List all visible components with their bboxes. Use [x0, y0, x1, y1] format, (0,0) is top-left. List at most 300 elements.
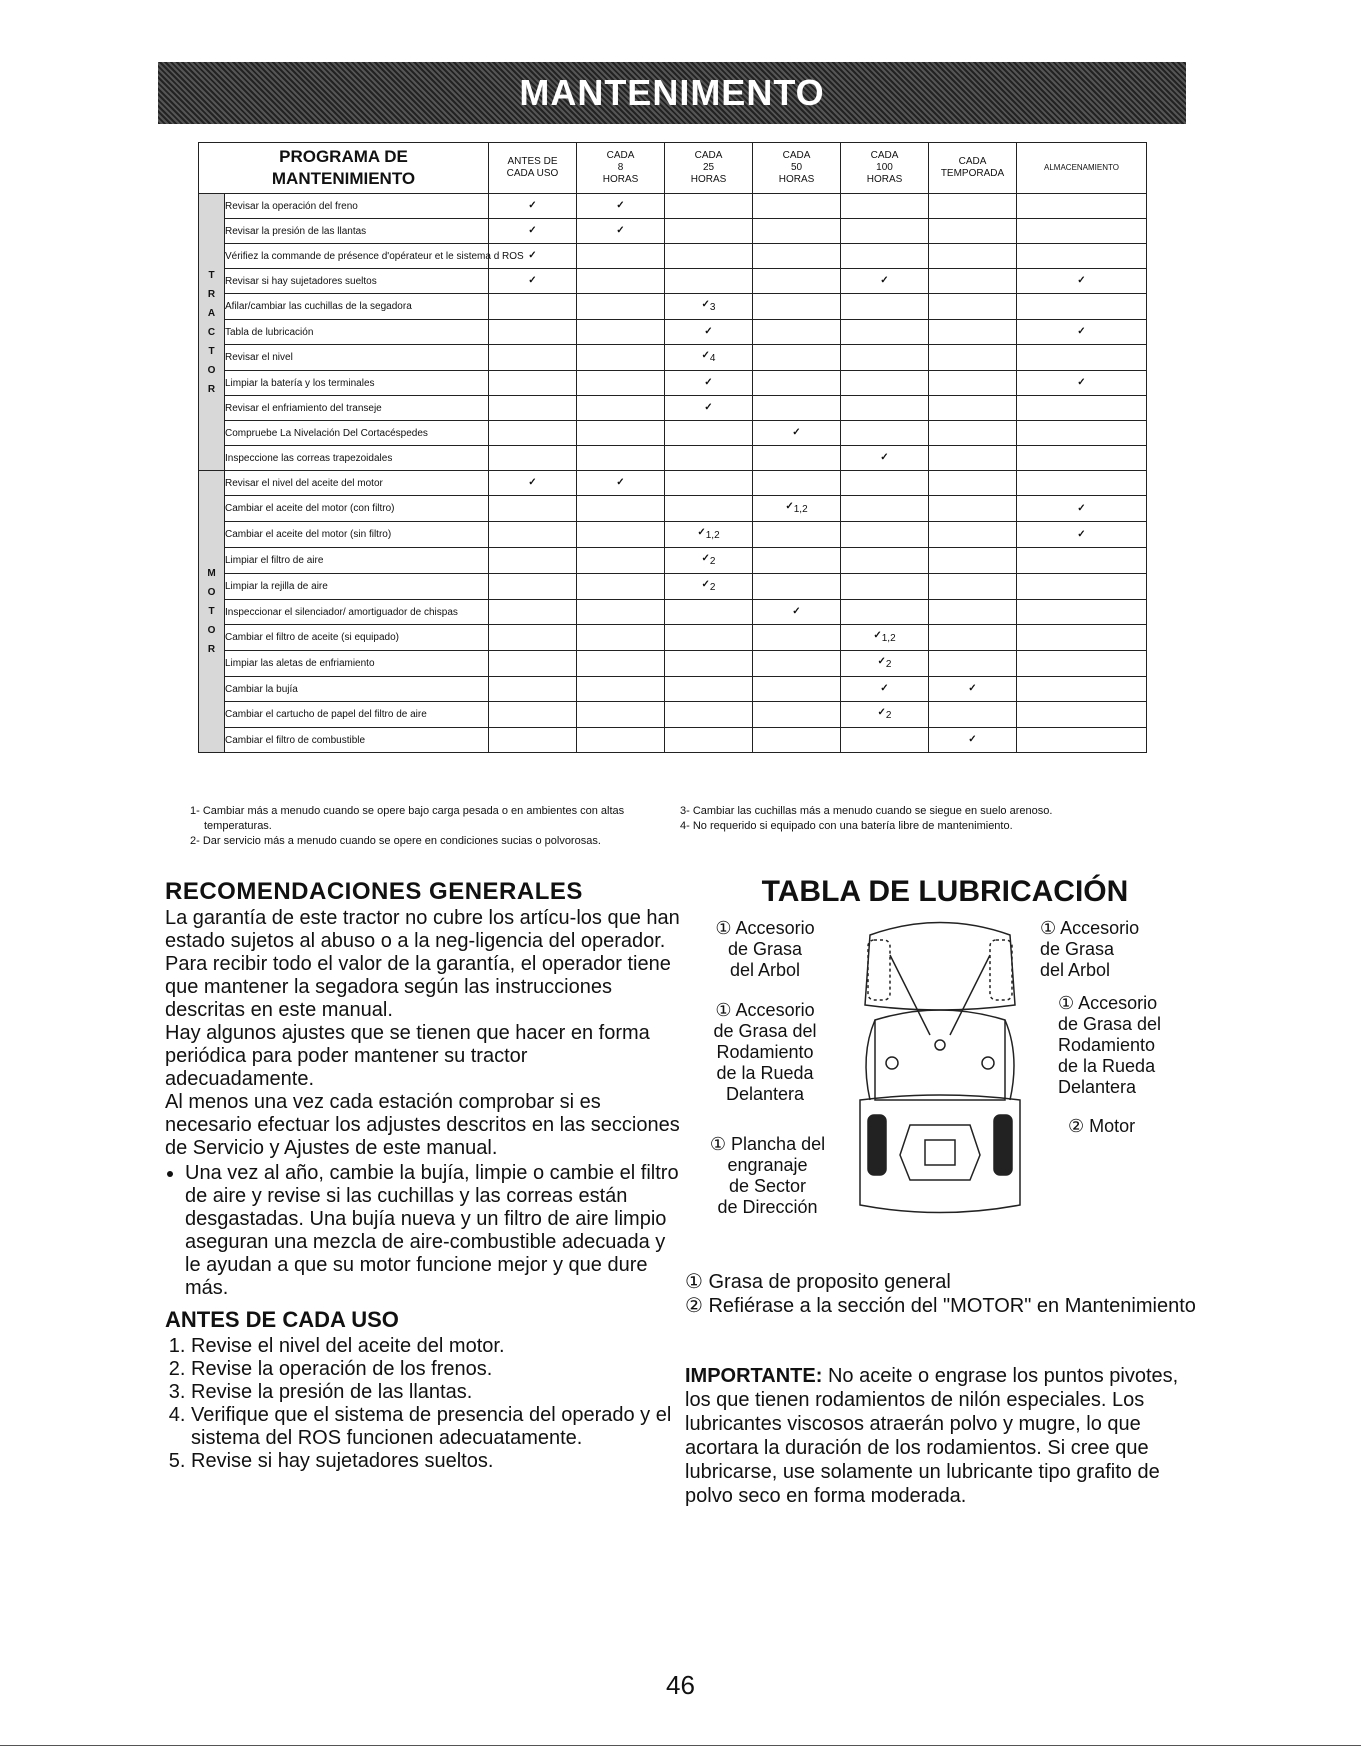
tractor-side-label: T R A C T O R	[199, 194, 225, 471]
col-header-line: CADA	[694, 150, 723, 161]
schedule-cell	[489, 320, 577, 345]
footnote-ref: 1,2	[705, 530, 720, 541]
schedule-cell	[753, 522, 841, 548]
schedule-cell	[929, 396, 1017, 421]
schedule-cell	[1017, 320, 1147, 345]
schedule-cell	[665, 677, 753, 702]
check-mark-icon: ✓	[1077, 528, 1086, 540]
schedule-cell	[1017, 574, 1147, 600]
schedule-row	[199, 269, 1147, 294]
schedule-cell	[841, 244, 929, 269]
schedule-cell	[665, 651, 753, 677]
schedule-cell	[489, 728, 577, 753]
schedule-cell	[665, 219, 753, 244]
schedule-cell	[665, 320, 753, 345]
schedule-task: Revisar el nivel	[225, 345, 489, 371]
schedule-cell	[577, 396, 665, 421]
schedule-row	[199, 194, 1147, 219]
schedule-cell	[489, 574, 577, 600]
schedule-col-header	[489, 143, 577, 194]
schedule-cell	[489, 194, 577, 219]
schedule-cell	[753, 244, 841, 269]
check-mark-icon: ✓	[701, 299, 710, 310]
check-mark-icon: ✓	[1077, 275, 1086, 286]
schedule-task: Tabla de lubricación	[225, 320, 489, 345]
check-mark-icon: ✓	[528, 200, 537, 211]
schedule-cell	[753, 294, 841, 320]
schedule-cell	[489, 600, 577, 625]
schedule-cell	[929, 496, 1017, 522]
schedule-cell	[929, 371, 1017, 396]
schedule-task: Limpiar la rejilla de aire	[225, 574, 489, 600]
important-note	[685, 1364, 1205, 1508]
schedule-cell	[1017, 522, 1147, 548]
schedule-cell	[577, 600, 665, 625]
col-header-line: CADA USO	[506, 168, 559, 179]
col-header-line: 25	[702, 162, 715, 173]
note-1: 1- Cambiar más a menudo cuando se opere bajo carga pesada o en ambientes con altas temperaturas.	[190, 805, 625, 832]
schedule-cell	[753, 446, 841, 471]
footnote-ref: 2	[709, 556, 716, 567]
check-mark-icon: ✓	[704, 377, 713, 388]
schedule-cell	[753, 471, 841, 496]
schedule-cell	[665, 471, 753, 496]
schedule-task: Revisar la operación del freno	[225, 194, 489, 219]
schedule-task: Cambiar el filtro de aceite (si equipado)	[225, 625, 489, 651]
schedule-cell	[753, 345, 841, 371]
before-use-item: 3. Revise la presión de las llantas.	[191, 1381, 680, 1404]
schedule-cell	[841, 345, 929, 371]
before-use-item: 1. Revise el nivel del aceite del motor.	[191, 1335, 680, 1358]
schedule-col-header	[753, 143, 841, 194]
schedule-cell	[841, 219, 929, 244]
note-4: 4- No requerido si equipado con una batería libre de mantenimiento.	[680, 820, 1013, 832]
schedule-cell	[489, 522, 577, 548]
schedule-cell	[1017, 244, 1147, 269]
schedule-cell	[841, 294, 929, 320]
schedule-task: Inspeccionar el silenciador/ amortiguador de chispas	[225, 600, 489, 625]
schedule-cell	[665, 600, 753, 625]
schedule-cell	[577, 728, 665, 753]
schedule-cell	[577, 345, 665, 371]
schedule-task: Limpiar la batería y los terminales	[225, 371, 489, 396]
schedule-cell	[1017, 600, 1147, 625]
schedule-cell	[665, 269, 753, 294]
schedule-cell	[753, 600, 841, 625]
schedule-cell	[665, 702, 753, 728]
schedule-cell	[577, 625, 665, 651]
schedule-task: Cambiar la bujía	[225, 677, 489, 702]
tractor-diagram	[830, 915, 1050, 1235]
schedule-cell	[577, 496, 665, 522]
schedule-cell	[577, 446, 665, 471]
lubrication-section	[685, 875, 1205, 908]
schedule-cell	[929, 574, 1017, 600]
schedule-header-row	[199, 143, 1147, 194]
schedule-task: Cambiar el cartucho de papel del filtro de aire	[225, 702, 489, 728]
schedule-col-header	[841, 143, 929, 194]
before-use-item: 4. Verifique que el sistema de presencia del operado y el sistema del ROS funcionen adecuatamente.	[191, 1404, 680, 1450]
schedule-cell	[841, 421, 929, 446]
schedule-row	[199, 496, 1147, 522]
col-header-line: ALMACENAMIENTO	[1044, 163, 1119, 172]
schedule-cell	[665, 446, 753, 471]
schedule-col-header	[1017, 143, 1147, 194]
schedule-cell	[1017, 396, 1147, 421]
recommendations-title: RECOMENDACIONES GENERALES	[165, 878, 583, 905]
schedule-cell	[753, 269, 841, 294]
schedule-cell	[577, 522, 665, 548]
program-header-line: MANTENIMIENTO	[271, 169, 416, 188]
check-mark-icon: ✓	[873, 630, 882, 641]
schedule-cell	[753, 677, 841, 702]
schedule-cell	[489, 651, 577, 677]
schedule-cell	[841, 600, 929, 625]
schedule-cell	[1017, 294, 1147, 320]
schedule-cell	[577, 194, 665, 219]
schedule-cell	[753, 548, 841, 574]
schedule-cell	[753, 625, 841, 651]
schedule-cell	[665, 396, 753, 421]
lubrication-title: TABLA DE LUBRICACIÓN	[761, 875, 1129, 908]
schedule-cell	[929, 320, 1017, 345]
schedule-cell	[929, 446, 1017, 471]
schedule-cell	[665, 548, 753, 574]
schedule-cell	[1017, 548, 1147, 574]
lubrication-legend	[685, 1270, 1205, 1318]
footnote-ref: 1,2	[793, 504, 808, 515]
label-steering-plate: ① Plancha del engranaje de Sector de Dirección	[709, 1134, 826, 1217]
col-header-line: HORAS	[866, 174, 903, 185]
schedule-cell	[489, 471, 577, 496]
important-label: IMPORTANTE:	[685, 1365, 823, 1387]
schedule-cell	[929, 471, 1017, 496]
before-use-item: 5. Revise si hay sujetadores sueltos.	[191, 1450, 680, 1473]
schedule-cell	[841, 194, 929, 219]
recommendations-p2: Hay algunos ajustes que se tienen que hacer en forma periódica para poder mantener su tractor adecuadamente.	[165, 1022, 650, 1090]
schedule-cell	[577, 651, 665, 677]
schedule-cell	[841, 548, 929, 574]
schedule-cell	[577, 294, 665, 320]
schedule-row	[199, 345, 1147, 371]
before-use-title: ANTES DE CADA USO	[165, 1307, 399, 1332]
schedule-cell	[1017, 496, 1147, 522]
schedule-cell	[753, 396, 841, 421]
schedule-task: Cambiar el aceite del motor (con filtro)	[225, 496, 489, 522]
schedule-cell	[929, 244, 1017, 269]
schedule-cell	[841, 320, 929, 345]
schedule-cell	[1017, 702, 1147, 728]
schedule-row	[199, 651, 1147, 677]
schedule-cell	[929, 728, 1017, 753]
schedule-cell	[665, 371, 753, 396]
schedule-cell	[665, 496, 753, 522]
schedule-row	[199, 421, 1147, 446]
schedule-cell	[489, 269, 577, 294]
schedule-cell	[929, 294, 1017, 320]
schedule-cell	[577, 702, 665, 728]
schedule-row	[199, 728, 1147, 753]
schedule-task: Afilar/cambiar las cuchillas de la segadora	[225, 294, 489, 320]
label-motor: ② Motor	[1068, 1116, 1136, 1136]
schedule-cell	[489, 421, 577, 446]
important-text: No aceite o engrase los puntos pivotes, los que tienen rodamientos de nilón especiales. Los lubricantes viscosos atraerán polvo y mugre, lo que acortara la duración de los rodamientos. Si cree que lubricarse, use solamente un lubricante tipo grafito de polvo seco en forma moderada.	[685, 1365, 1179, 1507]
schedule-cell	[841, 371, 929, 396]
schedule-row	[199, 294, 1147, 320]
schedule-cell	[577, 421, 665, 446]
col-header-line: ANTES DE	[507, 156, 558, 167]
before-use-list	[165, 1335, 680, 1473]
schedule-cell	[841, 396, 929, 421]
col-header-line: 50	[790, 162, 803, 173]
schedule-cell	[841, 625, 929, 651]
label-shaft-fitting-right: ① Accesorio de Grasa del Arbol	[1040, 918, 1140, 980]
schedule-task: Revisar el enfriamiento del transeje	[225, 396, 489, 421]
motor-side-label: M O T O R	[199, 471, 225, 753]
schedule-row	[199, 320, 1147, 345]
col-header-line: HORAS	[602, 174, 639, 185]
col-header-line: HORAS	[778, 174, 815, 185]
page-title: MANTENIMENTO	[519, 72, 825, 113]
col-header-line: CADA	[606, 150, 635, 161]
check-mark-icon: ✓	[528, 275, 537, 286]
check-mark-icon: ✓	[968, 683, 977, 694]
schedule-cell	[489, 219, 577, 244]
schedule-task: Vérifiez la commande de présence d'opérateur et le sistema d ROS	[225, 244, 489, 269]
schedule-cell	[1017, 194, 1147, 219]
schedule-cell	[1017, 728, 1147, 753]
schedule-cell	[577, 371, 665, 396]
schedule-cell	[929, 345, 1017, 371]
schedule-row	[199, 446, 1147, 471]
schedule-cell	[1017, 219, 1147, 244]
schedule-col-header	[665, 143, 753, 194]
check-mark-icon: ✓	[792, 427, 801, 438]
schedule-cell	[929, 702, 1017, 728]
schedule-cell	[665, 574, 753, 600]
schedule-cell	[1017, 269, 1147, 294]
schedule-cell	[841, 496, 929, 522]
schedule-cell	[577, 574, 665, 600]
schedule-cell	[1017, 625, 1147, 651]
schedule-cell	[929, 194, 1017, 219]
schedule-cell	[841, 446, 929, 471]
schedule-cell	[577, 677, 665, 702]
schedule-cell	[753, 194, 841, 219]
schedule-cell	[489, 345, 577, 371]
schedule-task: Revisar la presión de las llantas	[225, 219, 489, 244]
schedule-cell	[577, 244, 665, 269]
schedule-cell	[841, 728, 929, 753]
recommendations-p1: La garantía de este tractor no cubre los artícu-los que han estado sujetos al abuso o a la neg-ligencia del operador. Para recibir todo el valor de la garantía, el operador tiene que mantener la segadora según las instrucciones descritas en este manual.	[165, 907, 680, 1021]
schedule-cell	[1017, 471, 1147, 496]
note-2: 2- Dar servicio más a menudo cuando se opere en condiciones sucias o polvorosas.	[190, 835, 601, 847]
check-mark-icon: ✓	[1077, 326, 1086, 337]
bottom-rule	[0, 1745, 1361, 1746]
recommendations-p3: Al menos una vez cada estación comprobar si es necesario efectuar los adjustes descritos en las secciones de Servicio y Ajustes de este manual.	[165, 1091, 680, 1159]
schedule-cell	[1017, 371, 1147, 396]
check-mark-icon: ✓	[528, 225, 537, 236]
schedule-row	[199, 702, 1147, 728]
schedule-cell	[577, 471, 665, 496]
schedule-row	[199, 244, 1147, 269]
schedule-cell	[577, 548, 665, 574]
schedule-row	[199, 471, 1147, 496]
col-header-line: 8	[617, 162, 624, 173]
check-mark-icon: ✓	[528, 250, 537, 261]
schedule-cell	[929, 548, 1017, 574]
schedule-cell	[841, 702, 929, 728]
check-mark-icon: ✓	[877, 707, 886, 718]
schedule-cell	[841, 677, 929, 702]
check-mark-icon: ✓	[877, 656, 886, 667]
schedule-cell	[489, 371, 577, 396]
schedule-cell	[665, 244, 753, 269]
schedule-cell	[929, 219, 1017, 244]
footnote-ref: 2	[709, 582, 716, 593]
schedule-cell	[841, 574, 929, 600]
schedule-cell	[665, 345, 753, 371]
legend-2: ② Refiérase a la sección del "MOTOR" en Mantenimiento	[685, 1295, 1196, 1317]
schedule-cell	[753, 320, 841, 345]
check-mark-icon: ✓	[697, 527, 706, 538]
col-header-line: 100	[876, 162, 893, 173]
schedule-cell	[665, 625, 753, 651]
footnote-ref: 1,2	[881, 633, 896, 644]
schedule-row	[199, 677, 1147, 702]
schedule-cell	[665, 522, 753, 548]
schedule-row	[199, 219, 1147, 244]
schedule-cell	[489, 548, 577, 574]
check-mark-icon: ✓	[968, 734, 977, 745]
schedule-cell	[1017, 651, 1147, 677]
schedule-cell	[929, 522, 1017, 548]
label-wheel-bearing-right: ① Accesorio de Grasa del Rodamiento de la Rueda Delantera	[1058, 993, 1162, 1097]
footnote-ref: 2	[885, 659, 892, 670]
legend-1: ① Grasa de proposito general	[685, 1271, 951, 1293]
schedule-cell	[489, 496, 577, 522]
note-3: 3- Cambiar las cuchillas más a menudo cuando se siegue en suelo arenoso.	[680, 805, 1053, 817]
check-mark-icon: ✓	[1077, 377, 1086, 388]
maintenance-schedule-table	[198, 142, 1147, 753]
schedule-cell	[489, 396, 577, 421]
label-shaft-fitting-left: ① Accesorio de Grasa del Arbol	[715, 918, 815, 980]
schedule-cell	[753, 496, 841, 522]
schedule-cell	[753, 702, 841, 728]
check-mark-icon: ✓	[704, 402, 713, 413]
check-mark-icon: ✓	[880, 452, 889, 463]
col-header-line: CADA	[782, 150, 811, 161]
schedule-col-header	[929, 143, 1017, 194]
schedule-task: Limpiar el filtro de aire	[225, 548, 489, 574]
schedule-cell	[665, 194, 753, 219]
schedule-row	[199, 548, 1147, 574]
schedule-row	[199, 396, 1147, 421]
schedule-cell	[841, 269, 929, 294]
schedule-task: Limpiar las aletas de enfriamiento	[225, 651, 489, 677]
schedule-cell	[929, 677, 1017, 702]
schedule-cell	[753, 371, 841, 396]
recommendations-list	[165, 1162, 680, 1300]
label-wheel-bearing-left: ① Accesorio de Grasa del Rodamiento de la Rueda Delantera	[713, 1000, 817, 1104]
schedule-row	[199, 522, 1147, 548]
schedule-cell	[929, 421, 1017, 446]
schedule-cell	[841, 522, 929, 548]
schedule-cell	[841, 651, 929, 677]
schedule-cell	[665, 421, 753, 446]
schedule-cell	[489, 677, 577, 702]
schedule-cell	[577, 269, 665, 294]
footnote-ref: 2	[885, 710, 892, 721]
schedule-cell	[489, 625, 577, 651]
schedule-cell	[665, 294, 753, 320]
check-mark-icon: ✓	[701, 579, 710, 590]
schedule-task: Revisar si hay sujetadores sueltos	[225, 269, 489, 294]
before-use-item: 2. Revise la operación de los frenos.	[191, 1358, 680, 1381]
footnote-ref: 3	[709, 302, 716, 313]
schedule-cell	[929, 269, 1017, 294]
schedule-cell	[929, 651, 1017, 677]
schedule-cell	[753, 651, 841, 677]
schedule-cell	[753, 219, 841, 244]
check-mark-icon: ✓	[701, 350, 710, 361]
schedule-row	[199, 574, 1147, 600]
check-mark-icon: ✓	[792, 606, 801, 617]
schedule-cell	[929, 600, 1017, 625]
recommendations-section	[165, 880, 680, 1473]
schedule-cell	[665, 728, 753, 753]
schedule-task: Inspeccione las correas trapezoidales	[225, 446, 489, 471]
col-header-line: CADA	[870, 150, 899, 161]
check-mark-icon: ✓	[880, 683, 889, 694]
check-mark-icon: ✓	[880, 275, 889, 286]
schedule-row	[199, 625, 1147, 651]
col-header-line: TEMPORADA	[940, 168, 1005, 179]
schedule-cell	[489, 294, 577, 320]
col-header-line: HORAS	[690, 174, 727, 185]
footnote-ref: 4	[709, 353, 716, 364]
notes-left	[190, 804, 660, 849]
schedule-cell	[577, 219, 665, 244]
schedule-cell	[1017, 446, 1147, 471]
schedule-cell	[753, 421, 841, 446]
schedule-row	[199, 371, 1147, 396]
schedule-task: Cambiar el aceite del motor (sin filtro)	[225, 522, 489, 548]
schedule-task: Cambiar el filtro de combustible	[225, 728, 489, 753]
col-header-line: CADA	[958, 156, 987, 167]
schedule-task: Revisar el nivel del aceite del motor	[225, 471, 489, 496]
check-mark-icon: ✓	[785, 501, 794, 512]
check-mark-icon: ✓	[616, 200, 625, 211]
schedule-cell	[1017, 677, 1147, 702]
schedule-row	[199, 600, 1147, 625]
schedule-task: Compruebe La Nivelación Del Cortacéspedes	[225, 421, 489, 446]
schedule-cell	[1017, 345, 1147, 371]
schedule-cell	[753, 574, 841, 600]
schedule-cell	[1017, 421, 1147, 446]
title-banner	[158, 62, 1186, 124]
check-mark-icon: ✓	[528, 477, 537, 488]
schedule-cell	[841, 471, 929, 496]
check-mark-icon: ✓	[616, 477, 625, 488]
schedule-cell	[489, 446, 577, 471]
program-header-line: PROGRAMA DE	[279, 147, 408, 166]
program-header	[199, 143, 489, 194]
schedule-cell	[753, 728, 841, 753]
check-mark-icon: ✓	[704, 326, 713, 337]
notes-right	[680, 804, 1150, 834]
check-mark-icon: ✓	[616, 225, 625, 236]
